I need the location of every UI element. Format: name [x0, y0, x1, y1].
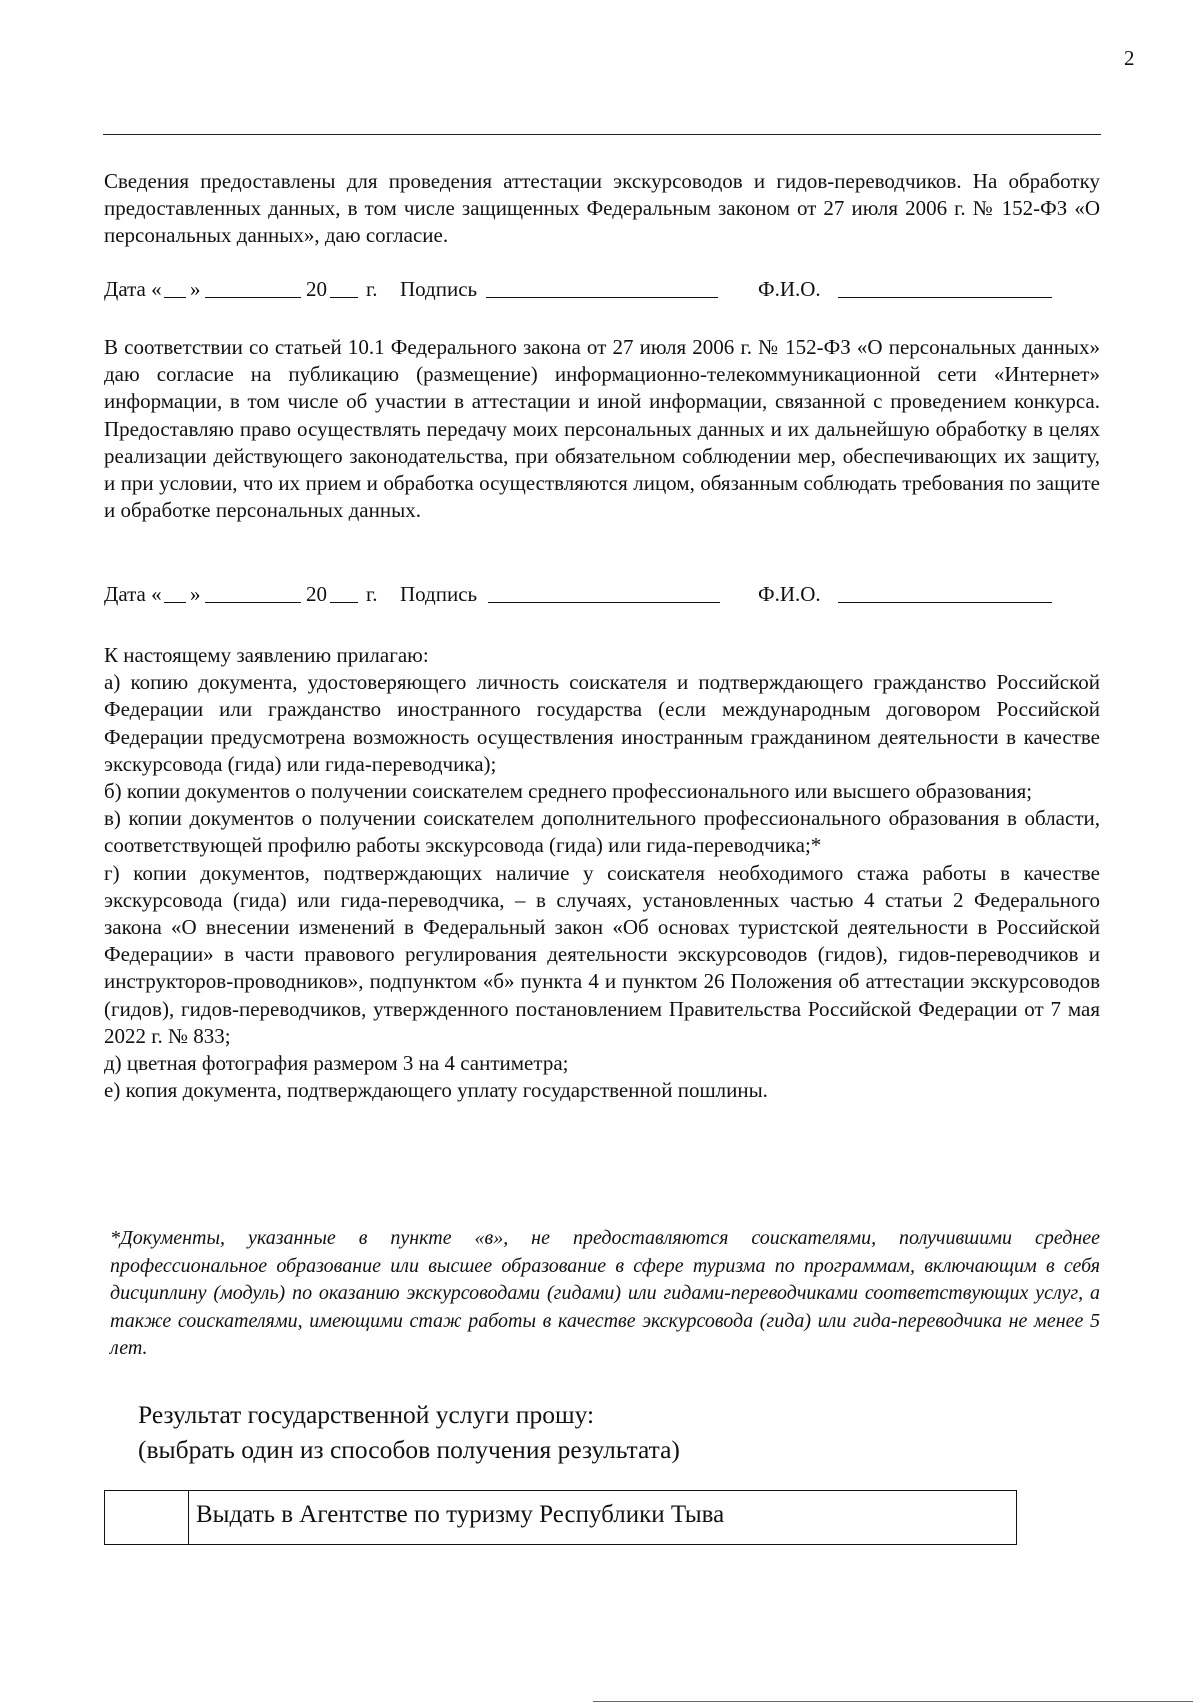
- result-option-checkbox[interactable]: [105, 1491, 189, 1544]
- attachments-section: [104, 642, 1100, 1104]
- attachment-item-b: б) копии документов о получении соискателем среднего профессионального или высшего образования;: [104, 779, 1033, 804]
- attachments-intro: К настоящему заявлению прилагаю:: [104, 643, 429, 667]
- page-number: 2: [1124, 46, 1135, 70]
- year-suffix: г.: [366, 582, 378, 606]
- signature-label: Подпись: [400, 277, 478, 301]
- signature-field[interactable]: [488, 582, 720, 603]
- signature-label: Подпись: [400, 582, 478, 606]
- footnote: *Документы, указанные в пункте «в», не предоставляются соискателями, получившими среднее профессиональное образование или высшее образование в сфере туризма по программам, включающим в себя дисциплину (модуль) по оказанию экскурсоводами (гидами) или гидами-переводчиками соответствующих услуг, а также соискателями, имеющими стаж работы в качестве экскурсовода (гида) или гида-переводчика не менее 5 лет.: [110, 1227, 1100, 1359]
- date-label: Дата «: [104, 582, 162, 606]
- date-close-quote: »: [190, 582, 201, 606]
- attachment-item-v: в) копии документов о получении соискателем дополнительного профессионального образования в области, соответствующей профилю работы экскурсовода (гида) или гида-переводчика;*: [104, 806, 1100, 858]
- consent-statement-1: Сведения предоставлены для проведения аттестации экскурсоводов и гидов-переводчиков. На обработку предоставленных данных, в том числе защищенных Федеральным законом от 27 июля 2006 г. № 152-ФЗ «О персональных данных», даю согласие.: [104, 169, 1100, 248]
- result-option-label: Выдать в Агентстве по туризму Республики Тыва: [196, 1501, 725, 1528]
- year-prefix: 20: [306, 277, 327, 301]
- date-year-field[interactable]: [330, 277, 358, 298]
- date-close-quote: »: [190, 277, 201, 301]
- fio-field[interactable]: [838, 277, 1052, 298]
- result-heading: [138, 1397, 1038, 1467]
- top-divider: [103, 134, 1101, 135]
- date-year-field[interactable]: [330, 582, 358, 603]
- attachment-item-d: д) цветная фотография размером 3 на 4 сантиметра;: [104, 1051, 569, 1076]
- fio-field[interactable]: [838, 582, 1052, 603]
- result-options-table: [104, 1490, 1017, 1545]
- signature-field[interactable]: [486, 277, 718, 298]
- bottom-divider: [593, 1701, 1193, 1702]
- date-month-field[interactable]: [205, 277, 301, 298]
- signature-line-1: [104, 277, 1100, 307]
- attachment-item-e: е) копия документа, подтверждающего уплату государственной пошлины.: [104, 1078, 768, 1103]
- year-prefix: 20: [306, 582, 327, 606]
- fio-label: Ф.И.О.: [758, 582, 821, 606]
- year-suffix: г.: [366, 277, 378, 301]
- fio-label: Ф.И.О.: [758, 277, 821, 301]
- attachment-item-g: г) копии документов, подтверждающих наличие у соискателя необходимого стажа работы в качестве экскурсовода (гида) или гида-переводчика, – в случаях, установленных частью 4 статьи 2 Федерального закона «О внесении изменений в Федеральный закон «Об основах туристской деятельности в Российской Федерации» в части правового регулирования деятельности экскурсоводов (гидов), гидов-переводчиков и инструкторов-проводников», подпунктом «б» пункта 4 и пунктом 26 Положения об аттестации экскурсоводов (гидов), гидов-переводчиков, утвержденного постановлением Правительства Российской Федерации от 7 мая 2022 г. № 833;: [104, 860, 1100, 1048]
- result-heading-line-1: Результат государственной услуги прошу:: [138, 1400, 595, 1429]
- date-label: Дата «: [104, 277, 162, 301]
- date-day-field[interactable]: [164, 582, 186, 603]
- attachment-item-a: а) копию документа, удостоверяющего личность соискателя и подтверждающего гражданство Российской Федерации или гражданство иностранного государства (если международным договором Российской Федерации предусмотрена возможность осуществления иностранным гражданином деятельности в качестве экскурсовода (гида) или гида-переводчика);: [104, 670, 1100, 776]
- consent-statement-2: В соответствии со статьей 10.1 Федерального закона от 27 июля 2006 г. № 152-ФЗ «О персональных данных» даю согласие на публикацию (размещение) информационно-телекоммуникационной сети «Интернет» информации, в том числе об участии в аттестации и иной информации, связанной с проведением конкурса. Предоставляю право осуществлять передачу моих персональных данных и их дальнейшую обработку в целях реализации действующего законодательства, при обязательном соблюдении мер, обеспечивающих их защиту, и при условии, что их прием и обработка осуществляются лицом, обязанным соблюдать требования по защите и обработке персональных данных.: [104, 335, 1100, 523]
- date-month-field[interactable]: [205, 582, 301, 603]
- signature-line-2: [104, 582, 1100, 612]
- date-day-field[interactable]: [164, 277, 186, 298]
- result-heading-line-2: (выбрать один из способов получения результата): [138, 1435, 680, 1464]
